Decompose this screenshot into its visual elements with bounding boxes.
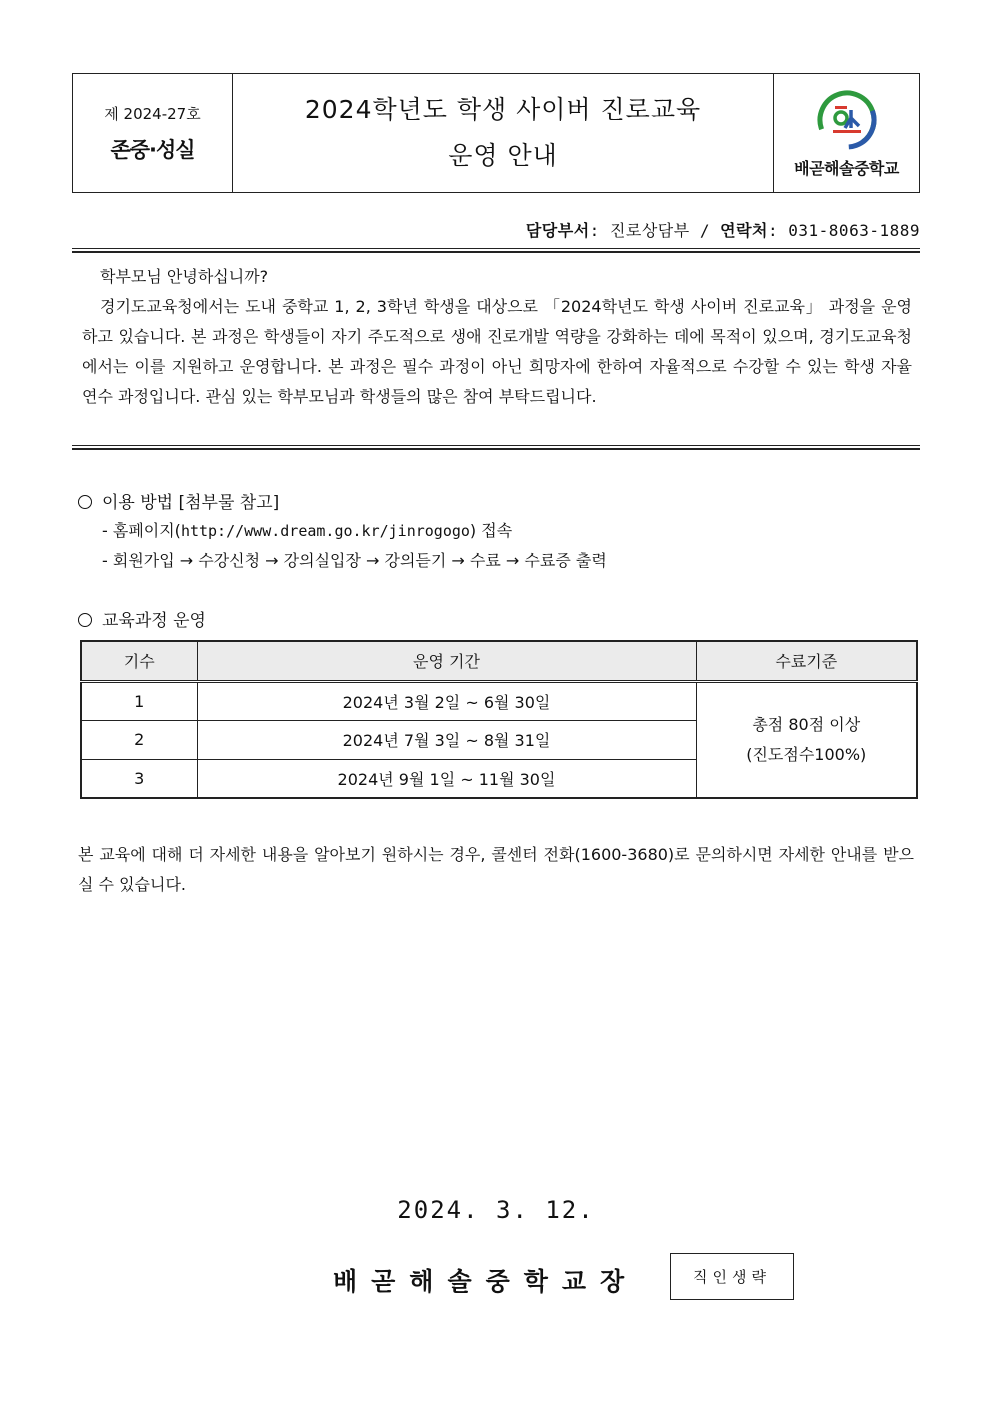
header-left-cell (73, 74, 233, 192)
period-cell: 2024년 9월 1일 ~ 11월 30일 (197, 759, 696, 798)
principal-signature: 배곧해솔중학교장 (333, 1267, 639, 1296)
course-schedule-table (80, 640, 918, 799)
document-number: 제 2024-27호 (104, 104, 201, 123)
header-round: 기수 (81, 641, 197, 681)
logo-school-name: 배곧해솔중학교 (794, 158, 899, 178)
table-row (81, 681, 917, 720)
document-title-line1: 2024학년도 학생 사이버 진로교육 (304, 95, 702, 124)
circle-bullet-icon (78, 613, 92, 627)
criteria-cell (696, 681, 917, 798)
header-period: 운영 기간 (197, 641, 696, 681)
usage-title-text: 이용 방법 [첨부물 참고] (102, 493, 280, 513)
closing-paragraph: 본 교육에 대해 더 자세한 내용을 알아보기 원하시는 경우, 콜센터 전화(1600-3680)로 문의하시면 자세한 안내를 받으실 수 있습니다. (78, 845, 914, 894)
criteria-line2: (진도점수100%) (746, 744, 867, 764)
homepage-url: http://www.dream.go.kr/jinrogogo (180, 522, 470, 540)
criteria-line1: 총점 80점 이상 (752, 714, 861, 734)
intro-bottom-divider (72, 445, 920, 450)
dept-value: : 진로상담부 / (589, 221, 721, 240)
dept-label: 담당부서 (525, 221, 590, 240)
usage-item1-suffix: ) 접속 (469, 521, 513, 540)
seal-box: 직인생략 (670, 1253, 794, 1300)
table-header-row (81, 641, 917, 681)
school-motto: 존중·성실 (110, 137, 195, 162)
issue-date: 2024. 3. 12. (397, 1196, 595, 1224)
intro-section (82, 262, 912, 412)
header-logo-cell (774, 74, 919, 192)
school-logo-icon (815, 88, 879, 152)
round-cell: 1 (81, 681, 197, 720)
intro-body: 경기도교육청에서는 도내 중학교 1, 2, 3학년 학생을 대상으로 「2024학년도 학생 사이버 진로교육」 과정을 운영하고 있습니다. 본 과정은 학생들이 자기 주도적으로 생애 진로개발 역량을 강화하는 데에 목적이 있으며, 경기도교육청에서는 이를 지원하고 운영합니다. 본 과정은 필수 과정이 아닌 희망자에 한하여 자율적으로 수강할 수 있는 학생 자율 연수 과정입니다. 관심 있는 학부모님과 학생들의 많은 참여 부탁드립니다. (82, 297, 912, 406)
top-divider (72, 248, 920, 253)
period-cell: 2024년 7월 3일 ~ 8월 31일 (197, 720, 696, 759)
usage-item-steps: - 회원가입 → 수강신청 → 강의실입장 → 강의듣기 → 수료 → 수료증 출력 (102, 551, 607, 570)
contact-info (526, 218, 920, 241)
period-cell: 2024년 3월 2일 ~ 6월 30일 (197, 681, 696, 720)
greeting: 학부모님 안녕하십니까? (100, 267, 269, 286)
document-header (72, 73, 920, 193)
round-cell: 3 (81, 759, 197, 798)
usage-item1-prefix: - 홈페이지( (102, 521, 181, 540)
usage-item-homepage (102, 518, 512, 541)
document-title-line2: 운영 안내 (448, 141, 558, 170)
circle-bullet-icon (78, 495, 92, 509)
phone-value: : 031-8063-1889 (768, 221, 920, 240)
course-section-title (78, 606, 206, 631)
header-criteria: 수료기준 (696, 641, 917, 681)
course-title-text: 교육과정 운영 (102, 611, 206, 631)
usage-section-title (78, 488, 279, 513)
header-title-cell (233, 74, 774, 192)
round-cell: 2 (81, 720, 197, 759)
phone-label: 연락처 (720, 221, 768, 240)
